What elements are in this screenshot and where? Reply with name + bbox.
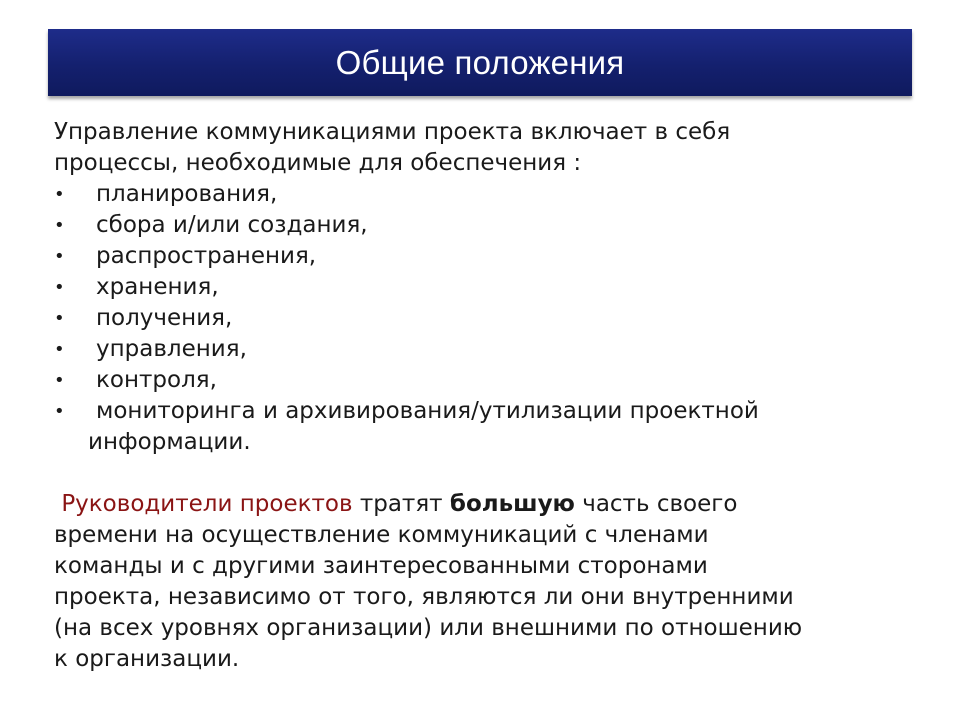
bullet-item (54, 334, 934, 365)
intro-line-2: процессы, необходимые для обеспечения : (54, 150, 582, 176)
bullet-text: управления, (96, 336, 247, 362)
bullet-text: сбора и/или создания, (96, 212, 368, 238)
paragraph-line-2: времени на осуществление коммуникаций с членами (54, 522, 709, 548)
bullet-text: контроля, (96, 367, 217, 393)
slide-content (54, 117, 934, 675)
bullet-marker: • (54, 246, 65, 267)
slide-title: Общие положения (335, 43, 625, 81)
bold-word: большую (449, 491, 575, 517)
bullet-marker: • (54, 401, 65, 422)
bullet-item (54, 365, 934, 396)
bullet-marker: • (54, 277, 65, 298)
bullet-marker: • (54, 184, 65, 205)
paragraph-line-3: команды и с другими заинтересованными сторонами (54, 553, 708, 579)
paragraph-line-5: (на всех уровнях организации) или внешними по отношению (54, 615, 803, 641)
bullet-marker: • (54, 339, 65, 360)
bullet-item (54, 179, 934, 210)
bullet-marker: • (54, 215, 65, 236)
highlight-text: Руководители проектов (61, 491, 353, 517)
bullet-item (54, 303, 934, 334)
paragraph-text: тратят (352, 491, 450, 517)
bullet-text: распространения, (96, 243, 317, 269)
managers-paragraph (54, 489, 934, 675)
bullet-item (54, 272, 934, 303)
bullet-item (54, 210, 934, 241)
bullet-text: получения, (96, 305, 233, 331)
bullet-marker: • (54, 370, 65, 391)
bullet-text: мониторинга и архивирования/утилизации проектной (96, 398, 759, 424)
bullet-text-continuation: информации. (88, 429, 251, 455)
bullet-text: хранения, (96, 274, 219, 300)
intro-line-1: Управление коммуникациями проекта включает в себя (54, 119, 731, 145)
bullet-text: планирования, (96, 181, 278, 207)
bullet-item (54, 396, 934, 458)
process-bullet-list (54, 179, 934, 458)
paragraph-text: часть своего (574, 491, 738, 517)
slide-title-bar (48, 29, 912, 96)
paragraph-line-4: проекта, независимо от того, являются ли они внутренними (54, 584, 794, 610)
bullet-item (54, 241, 934, 272)
paragraph-line-6: к организации. (54, 646, 240, 672)
paragraph-line-1 (54, 489, 934, 520)
bullet-marker: • (54, 308, 65, 329)
